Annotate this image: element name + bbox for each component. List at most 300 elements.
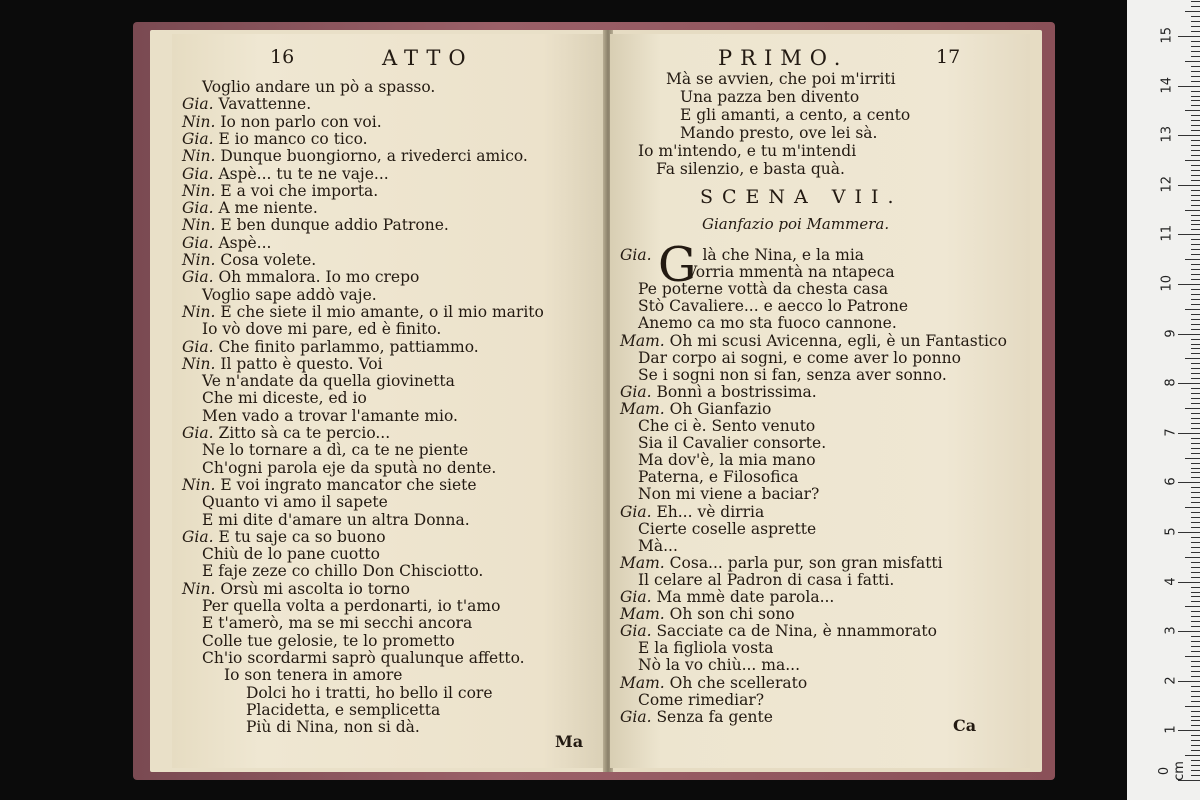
ruler-tick (1191, 472, 1200, 473)
dialogue-line (202, 407, 458, 425)
line-text: Vavattenne. (218, 95, 312, 114)
ruler-tick (1191, 448, 1200, 449)
dialogue-line (182, 476, 477, 494)
dialogue-line (620, 605, 795, 623)
ruler-tick (1191, 165, 1200, 166)
dialogue-line (246, 684, 493, 702)
line-text: Come rimediar? (638, 690, 765, 709)
ruler-number: 10 (1159, 274, 1175, 292)
ruler-tick (1191, 671, 1200, 672)
dialogue-line (182, 580, 410, 598)
ruler-tick (1178, 383, 1200, 384)
dialogue-line (620, 400, 771, 418)
verse-line: E gli amanti, a cento, a cento (680, 106, 911, 124)
ruler-tick (1191, 547, 1200, 548)
dialogue-line (182, 182, 378, 200)
dialogue-line (202, 459, 496, 477)
ruler-tick (1191, 745, 1200, 746)
ruler-tick (1178, 36, 1200, 37)
speaker-label: Gia. (620, 502, 657, 521)
ruler-tick (1191, 735, 1200, 736)
dialogue-line (638, 639, 774, 657)
ruler-tick (1191, 686, 1200, 687)
ruler-tick (1191, 527, 1200, 528)
ruler-tick (1178, 730, 1200, 731)
ruler-tick (1191, 21, 1200, 22)
dialogue-line (182, 199, 318, 217)
speaker-label: Nin. (182, 112, 221, 131)
ruler-tick (1178, 334, 1200, 335)
line-text: E faje zeze co chillo Don Chisciotto. (202, 562, 484, 581)
line-text: Cosa... parla pur, son gran misfatti (669, 553, 943, 572)
line-text: Voglio andare un pò a spasso. (202, 78, 436, 96)
ruler-tick (1191, 329, 1200, 330)
ruler-tick (1191, 716, 1200, 717)
ruler-tick (1191, 294, 1200, 295)
line-text: E a voi che importa. (220, 181, 379, 200)
speaker-label: Nin. (182, 251, 221, 269)
line-text: Il celare al Padron di casa i fatti. (638, 570, 895, 589)
line-text: E la figliola vosta (638, 639, 774, 658)
line-text: E io manco co tico. (218, 129, 368, 148)
speaker-label: Nin. (182, 475, 221, 494)
ruler-tick (1191, 96, 1200, 97)
left-catchword: Ma (555, 732, 584, 751)
right-page-number: 17 (936, 46, 961, 68)
dialogue-line (638, 314, 897, 332)
ruler-tick (1191, 468, 1200, 469)
speaker-label: Nin. (182, 216, 221, 235)
ruler-tick (1191, 418, 1200, 419)
ruler-tick (1191, 71, 1200, 72)
speaker-label: Gia. (182, 95, 219, 114)
line-text: Io vò dove mi pare, ed è finito. (202, 320, 442, 339)
dialogue-line (686, 263, 895, 281)
line-text: Oh che scellerato (669, 673, 808, 692)
ruler-tick (1178, 433, 1200, 434)
speaker-label: Nin. (182, 302, 221, 321)
ruler-tick (1191, 170, 1200, 171)
dialogue-line (182, 528, 386, 546)
ruler-unit-label: 0 cm (1157, 761, 1187, 781)
dialogue-line (182, 303, 544, 321)
line-text: Cierte coselle asprette (638, 519, 817, 538)
ruler-tick (1191, 587, 1200, 588)
ruler-tick (1185, 557, 1200, 558)
ruler-number: 7 (1163, 428, 1179, 437)
dialogue-line (202, 389, 367, 407)
line-text: Ma dov'è, la mia mano (638, 451, 816, 470)
dialogue-line (246, 718, 420, 736)
ruler-tick (1191, 398, 1200, 399)
speaker-label: Gia. (620, 588, 657, 606)
verse-line: Una pazza ben divento (680, 88, 860, 106)
ruler-tick (1191, 765, 1200, 766)
speaker-label: Gia. (182, 337, 219, 356)
line-text: Più di Nina, non si dà. (246, 718, 420, 737)
ruler-tick (1191, 130, 1200, 131)
ruler-tick (1178, 284, 1200, 285)
line-text: Orsù mi ascolta io torno (220, 579, 410, 598)
ruler-tick (1191, 289, 1200, 290)
ruler-tick (1191, 41, 1200, 42)
dialogue-line (620, 674, 807, 692)
scene-title: SCENA VII. (700, 186, 903, 208)
speaker-label: Gia. (620, 382, 657, 401)
line-text: Nò la vo chiù... ma... (638, 656, 800, 675)
ruler-tick (1191, 651, 1200, 652)
ruler-tick (1191, 269, 1200, 270)
ruler-tick (1191, 477, 1200, 478)
ruler-number: 5 (1163, 527, 1179, 536)
ruler-tick (1191, 378, 1200, 379)
ruler-tick (1185, 706, 1200, 707)
speaker-label: Gia. (182, 199, 219, 218)
dialogue-line (638, 451, 816, 469)
line-text: Dolci ho i tratti, ho bello il core (246, 683, 493, 702)
ruler-tick (1191, 572, 1200, 573)
ruler-tick (1191, 76, 1200, 77)
ruler-tick (1191, 155, 1200, 156)
ruler-tick (1191, 512, 1200, 513)
ruler-tick (1191, 195, 1200, 196)
line-text: Per quella volta a perdonarti, io t'amo (202, 597, 501, 615)
ruler-tick (1191, 279, 1200, 280)
dialogue-line (182, 165, 389, 183)
ruler-tick (1191, 492, 1200, 493)
ruler-number: 14 (1159, 76, 1175, 94)
dialogue-line (182, 251, 316, 269)
ruler-tick (1191, 701, 1200, 702)
ruler-tick (1191, 616, 1200, 617)
ruler-tick (1191, 205, 1200, 206)
ruler-tick (1191, 140, 1200, 141)
dialogue-line (202, 614, 472, 632)
ruler-tick (1185, 11, 1200, 12)
dialogue-line (182, 268, 419, 286)
line-text: Oh Gianfazio (669, 399, 772, 418)
line-text: Pe poterne vottà da chesta casa (638, 280, 889, 299)
dialogue-line (638, 297, 908, 315)
dialogue-line (202, 493, 388, 511)
dialogue-line (620, 332, 1007, 350)
line-text: Ch'ogni parola eje da sputà no dente. (202, 458, 497, 477)
ruler-tick (1191, 438, 1200, 439)
line-text: Stò Cavaliere... e aecco lo Patrone (638, 297, 909, 316)
speaker-label: Nin. (182, 579, 221, 598)
ruler-tick (1185, 160, 1200, 161)
ruler-tick (1191, 220, 1200, 221)
ruler-tick (1191, 200, 1200, 201)
verse-line: Fa silenzio, e basta quà. (656, 160, 845, 178)
dialogue-line (620, 622, 937, 640)
dialogue-line (224, 666, 402, 684)
ruler-tick (1191, 393, 1200, 394)
line-text: Che finito parlammo, pattiammo. (218, 337, 479, 356)
ruler-tick (1191, 666, 1200, 667)
verse-line: Mà se avvien, che poi m'irriti (666, 70, 896, 88)
line-text: Oh son chi sono (669, 605, 795, 624)
ruler-tick (1185, 755, 1200, 756)
line-text: E t'amerò, ma se mi secchi ancora (202, 614, 473, 633)
ruler-tick (1191, 229, 1200, 230)
ruler-tick (1191, 348, 1200, 349)
line-text: Ch'io scordarmi saprò qualunque affetto. (202, 648, 525, 667)
speaker-label: Gia. (182, 424, 219, 442)
ruler-tick (1191, 314, 1200, 315)
ruler-tick (1191, 51, 1200, 52)
ruler-tick (1191, 428, 1200, 429)
line-text: Io non parlo con voi. (220, 112, 382, 131)
ruler-tick (1191, 562, 1200, 563)
ruler-tick (1191, 537, 1200, 538)
dialogue-line (202, 649, 525, 667)
dialogue-line (202, 78, 435, 96)
dialogue-line (182, 216, 449, 234)
ruler-tick (1191, 254, 1200, 255)
dialogue-line (638, 691, 764, 709)
dialogue-line (202, 286, 377, 304)
ruler-number: 12 (1159, 175, 1175, 193)
ruler-tick (1191, 522, 1200, 523)
ruler-tick (1191, 641, 1200, 642)
dialogue-line (638, 656, 800, 674)
right-running-head: PRIMO. (718, 46, 849, 70)
line-text: Dunque buongiorno, a rivederci amico. (220, 147, 528, 166)
line-text: Che ci è. Sento venuto (638, 417, 816, 435)
line-text: Anemo ca mo sta fuoco cannone. (638, 314, 897, 333)
ruler-tick (1191, 750, 1200, 751)
speaker-label: Gia. (620, 622, 657, 641)
ruler-tick (1191, 661, 1200, 662)
line-text: Dar corpo ai sogni, e come aver lo ponno (638, 348, 961, 367)
ruler-tick (1191, 502, 1200, 503)
ruler-tick (1185, 606, 1200, 607)
ruler-tick (1191, 100, 1200, 101)
line-text: Vorria mmentà na ntapeca (686, 263, 895, 282)
ruler-number: 15 (1159, 26, 1175, 44)
line-text: Senza fa gente (656, 707, 773, 726)
ruler-number: 13 (1159, 126, 1175, 143)
ruler-tick (1191, 517, 1200, 518)
ruler-tick (1191, 720, 1200, 721)
ruler-tick (1191, 26, 1200, 27)
speaker-label: Mam. (620, 673, 670, 692)
dialogue-line (620, 383, 817, 401)
line-text: Sacciate ca de Nina, è nnammorato (656, 622, 937, 641)
right-catchword: Ca (953, 716, 977, 735)
ruler-tick (1178, 135, 1200, 136)
dialogue-line (182, 130, 368, 148)
ruler-tick (1191, 621, 1200, 622)
ruler-tick (1191, 611, 1200, 612)
ruler-tick (1191, 596, 1200, 597)
speaker-label: Gia. (182, 268, 219, 287)
speaker-label: Nin. (182, 181, 221, 200)
ruler-tick (1191, 542, 1200, 543)
ruler-tick (1191, 403, 1200, 404)
ruler-number: 8 (1163, 378, 1179, 387)
line-text: Se i sogni non si fan, senza aver sonno. (638, 365, 947, 384)
speaker-label: Mam. (620, 553, 670, 572)
ruler-tick (1191, 304, 1200, 305)
speaker-label: Gia. (182, 164, 219, 183)
ruler-tick (1191, 215, 1200, 216)
ruler-tick (1191, 249, 1200, 250)
line-text: Aspè... tu te ne vaje... (218, 164, 389, 183)
ruler-tick (1185, 61, 1200, 62)
dialogue-line (638, 468, 799, 486)
dialogue-line (182, 338, 479, 356)
speaker-label: Mam. (620, 399, 670, 418)
ruler-tick (1191, 175, 1200, 176)
dialogue-line (638, 366, 947, 384)
ruler-tick (1191, 740, 1200, 741)
ruler-tick (1191, 567, 1200, 568)
ruler-tick (1191, 413, 1200, 414)
ruler-tick (1178, 86, 1200, 87)
ruler-tick (1191, 626, 1200, 627)
line-text: E ben dunque addio Patrone. (220, 216, 449, 235)
ruler-tick (1185, 656, 1200, 657)
dialogue-line (202, 320, 441, 338)
ruler-tick (1191, 125, 1200, 126)
line-text: A me niente. (218, 199, 318, 218)
ruler-tick (1191, 239, 1200, 240)
ruler-tick (1178, 185, 1200, 186)
ruler-tick (1191, 577, 1200, 578)
verse-line: Io m'intendo, e tu m'intendi (638, 142, 857, 160)
line-text: E che siete il mio amante, o il mio marito (220, 302, 544, 321)
ruler-tick (1178, 631, 1200, 632)
ruler-tick (1185, 458, 1200, 459)
ruler-tick (1191, 16, 1200, 17)
right-page (610, 34, 1030, 768)
speaker-label: Gia. (182, 233, 219, 252)
ruler-tick (1191, 91, 1200, 92)
line-text: là che Nina, e la mia (702, 246, 865, 264)
ruler-tick (1191, 711, 1200, 712)
drop-capital: G (658, 237, 697, 293)
ruler-tick (1191, 190, 1200, 191)
line-text: Placidetta, e semplicetta (246, 700, 441, 719)
dialogue-line (638, 417, 815, 435)
verse-line: Mando presto, ove lei sà. (680, 124, 878, 142)
dialogue-line (638, 434, 826, 452)
ruler-tick (1191, 81, 1200, 82)
dialogue-line (620, 588, 834, 606)
scene-subtitle: Gianfazio poi Mammera. (702, 215, 890, 233)
line-text: Ma mmè date parola... (656, 588, 835, 606)
ruler-tick (1185, 309, 1200, 310)
ruler-tick (1191, 299, 1200, 300)
ruler-tick (1191, 676, 1200, 677)
line-text: Aspè... (218, 233, 272, 252)
ruler-tick (1191, 115, 1200, 116)
left-page (172, 34, 608, 768)
ruler-tick (1191, 46, 1200, 47)
ruler-tick (1191, 760, 1200, 761)
dialogue-line (638, 520, 816, 538)
dialogue-line (638, 280, 888, 298)
line-text: Cosa volete. (220, 251, 317, 269)
line-text: E mi dite d'amare un altra Donna. (202, 510, 470, 529)
line-text: Il patto è questo. Voi (220, 354, 383, 373)
line-text: Sia il Cavalier consorte. (638, 434, 827, 453)
line-text: Quanto vi amo il sapete (202, 493, 388, 512)
ruler-tick (1185, 408, 1200, 409)
ruler-number: 2 (1163, 676, 1179, 685)
ruler-tick (1191, 388, 1200, 389)
line-text: Mà... (638, 536, 678, 555)
line-text: Oh mi scusi Avicenna, egli, è un Fantastico (669, 331, 1007, 350)
dialogue-line (182, 424, 390, 442)
ruler-tick (1191, 443, 1200, 444)
dialogue-line (182, 95, 311, 113)
ruler-tick (1191, 31, 1200, 32)
dialogue-line (202, 372, 455, 390)
ruler-tick (1191, 6, 1200, 7)
line-text: Voglio sape addò vaje. (202, 285, 377, 304)
dialogue-line (182, 234, 271, 252)
speaker-label: Nin. (182, 147, 221, 166)
speaker-label: Mam. (620, 331, 670, 350)
dialogue-line (620, 246, 864, 264)
ruler-tick (1178, 482, 1200, 483)
line-text: Ve n'andate da quella giovinetta (202, 372, 455, 391)
dialogue-line (202, 511, 470, 529)
ruler-tick (1191, 601, 1200, 602)
speaker-label: Gia. (182, 527, 219, 546)
line-text: E voi ingrato mancator che siete (220, 475, 477, 494)
speaker-label: Nin. (182, 354, 221, 373)
dialogue-line (202, 597, 500, 615)
ruler-number: 1 (1163, 725, 1179, 735)
line-text: Io son tenera in amore (224, 666, 403, 685)
dialogue-line (182, 113, 382, 131)
ruler-tick (1191, 264, 1200, 265)
ruler-tick (1191, 244, 1200, 245)
line-text: Oh mmalora. Io mo crepo (218, 268, 420, 287)
dialogue-line (638, 349, 961, 367)
ruler-tick (1191, 150, 1200, 151)
ruler-tick (1191, 368, 1200, 369)
left-running-head: ATTO (382, 46, 474, 70)
ruler-tick (1191, 552, 1200, 553)
ruler-number: 11 (1159, 225, 1175, 242)
ruler-tick (1185, 110, 1200, 111)
ruler-tick (1191, 592, 1200, 593)
line-text: Men vado a trovar l'amante mio. (202, 406, 458, 425)
line-text: E tu saje ca so buono (218, 527, 386, 546)
ruler-tick (1191, 463, 1200, 464)
ruler-tick (1185, 210, 1200, 211)
ruler-tick (1191, 775, 1200, 776)
ruler-tick (1178, 681, 1200, 682)
ruler-tick (1185, 507, 1200, 508)
speaker-label: Gia. (620, 707, 657, 726)
dialogue-line (182, 355, 383, 373)
speaker-label: Gia. (182, 129, 219, 148)
ruler-tick (1191, 497, 1200, 498)
dialogue-line (620, 708, 773, 726)
ruler-tick (1178, 532, 1200, 533)
ruler-tick (1191, 274, 1200, 275)
ruler-tick (1191, 145, 1200, 146)
ruler-number: 6 (1163, 477, 1179, 487)
ruler-tick (1191, 770, 1200, 771)
dialogue-line (202, 562, 483, 580)
